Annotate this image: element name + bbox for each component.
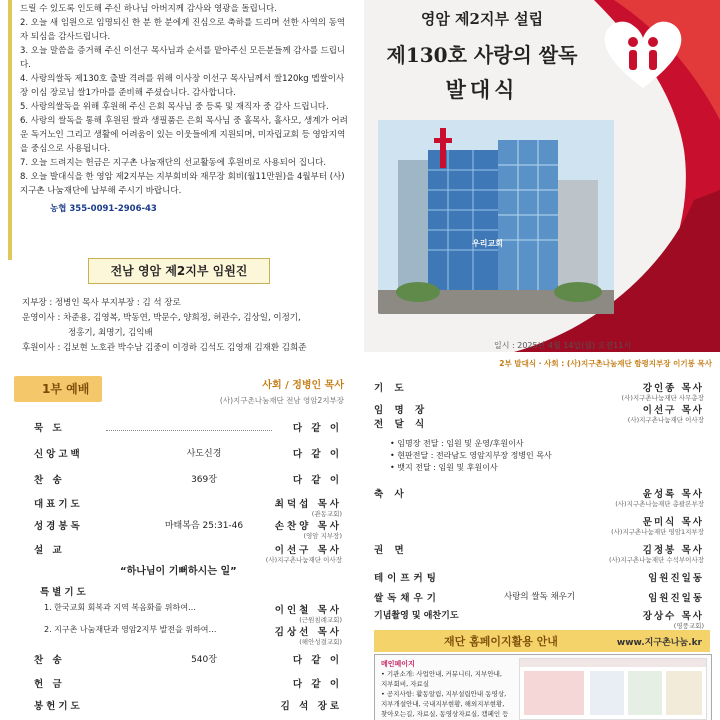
- notice-line: 6. 사랑의 쌀독을 통해 후원된 쌀과 생필품은 은회 목사님 중 홀목사, 홀사모, 생계가 어려운 독거노인 그리고 생활에 어려움이 있는 이웃들에게 지원되며, 미자립교회 등 영암지역을 중심으로 사용됩니다.: [20, 116, 348, 154]
- handover-notes: [390, 438, 552, 474]
- leader-name: 사회 / 정병인 목사: [262, 380, 344, 391]
- officers-list: [22, 296, 352, 352]
- program-row: 성경봉독 마태복음 25:31-46 손찬양 목사 (영암 지부장): [34, 521, 342, 540]
- notice-page: [0, 0, 359, 352]
- prayer-row: 1. 한국교회 회복과 지역 복음화를 위하여… 이인철 목사 (근원침례교회): [44, 603, 342, 624]
- church-sign: 우리교회: [472, 239, 503, 248]
- notice-list: [20, 2, 350, 216]
- cover-page: [364, 0, 720, 352]
- event-date: 일시 : 2025년 4월 14일(월) 오전11시: [494, 341, 632, 350]
- program-row: 찬 송 540장 다 같 이: [34, 655, 342, 666]
- church-building-photo: [378, 120, 614, 314]
- homepage-screenshot: [519, 658, 707, 720]
- notice-line: 8. 오늘 발대식을 한 영암 제2지부는 지부회비와 재무장 회비(월11만원)을 4월부터 (사)지구촌 나눔재단에 납부해 주시기 바랍니다.: [20, 172, 345, 196]
- menu-line: 지부개설안내, 국내지부현황, 해외지부현황,: [381, 700, 505, 708]
- homepage-url[interactable]: www.지구촌나눔.kr: [616, 638, 702, 648]
- menu-line: • 공지사항: 활동알림, 지부설립안내 동영상,: [381, 690, 507, 698]
- homepage-title: 재단 홈페이지활용 안내: [444, 635, 558, 648]
- notice-line: 4. 사랑의쌀독 제130호 출발 격려를 위해 이사장 이선구 목사님께서 쌀120kg 멥쌀이사장 이심 장로님 쌀1가마를 준비해 주셨습니다. 감사합니다.: [20, 74, 345, 98]
- notice-line: 7. 오늘 드려지는 헌금은 지구촌 나눔재단의 선교활동에 후원비로 사용되어 집니다.: [20, 158, 327, 168]
- menu-line: 지부회비, 자료실: [381, 680, 430, 688]
- sermon-title: “하나님이 기뻐하시는 일”: [120, 566, 237, 577]
- cover-subtitle: 영암 제2지부 설립: [420, 10, 544, 28]
- homepage-banner: [374, 630, 710, 652]
- note-line: • 현판전달 : 전라남도 영암지부장 정병인 목사: [390, 451, 552, 460]
- notice-line: 2. 오늘 새 임원으로 임명되신 한 분 한 분에게 진심으로 축하를 드리며 선한 사역의 동역자 되심을 감사드립니다.: [20, 18, 346, 42]
- homepage-menu: [381, 659, 511, 719]
- program-row: 설 교 이선구 목사 (사)지구촌나눔재단 이사장: [34, 545, 342, 564]
- menu-line: 찾아오는길, 자료실, 동영상자료실, 캠페인 등: [381, 710, 509, 718]
- officers-title: 전남 영암 제2지부 임원진: [88, 258, 270, 284]
- program-part1: [0, 358, 359, 720]
- program-row: 신앙고백 사도신경 다 같 이: [34, 449, 342, 460]
- program-row: 헌 금 다 같 이: [34, 679, 342, 690]
- gold-accent-bar: [8, 0, 12, 260]
- notice-line: 3. 오늘 말씀을 증거해 주신 이선구 목사님과 순서를 맡아주신 모든분들께 감사를 드립니다.: [20, 46, 346, 70]
- menu-line: • 기관소개: 사업안내, 커뮤니티, 지부안내,: [381, 670, 502, 678]
- homepage-guide: [374, 654, 712, 720]
- program-row: 대표기도 최덕섭 목사 (관동교회): [34, 499, 342, 518]
- note-line: • 임명장 전달 : 임원 및 운영/후원이사: [390, 439, 524, 448]
- program-row: 특별기도: [40, 587, 89, 598]
- program-row: 찬 송 369장 다 같 이: [34, 475, 342, 486]
- notice-line: 드릴 수 있도록 인도해 주신 하나님 아버지께 감사와 영광을 돌립니다.: [20, 4, 277, 14]
- note-line: • 뱃지 전달 : 임원 및 후원이사: [390, 463, 498, 472]
- officer-row: 후원이사 : 김보현 노호관 박수남 김중이 이경하 김석도 김영재 김재환 김희준: [22, 343, 307, 352]
- cover-title-2: 발대식: [445, 77, 519, 102]
- cover-title: 제130호 사랑의 쌀독: [386, 43, 578, 67]
- officer-row: 운영이사 : 차준용, 김영복, 박동연, 박문수, 양희정, 허관수, 김상일, 이정기,: [22, 313, 301, 323]
- program-row: 묵 도 다 같 이: [34, 423, 342, 434]
- prayer-row: 2. 지구촌 나눔재단과 영암2지부 발전을 위하여… 김상선 목사 (해안성결교회): [44, 625, 342, 646]
- notice-line: 5. 사랑의쌀독을 위해 후원해 주신 은회 목사님 중 등록 및 재직자 중 감사 드립니다.: [20, 102, 329, 112]
- part2-header: 2부 발대식 · 사회 : (사)지구촌나눔재단 함평지부장 이기봉 목사: [499, 359, 712, 368]
- program-row: 봉헌기도 김 석 장로: [34, 701, 342, 712]
- part1-leader: [220, 376, 344, 406]
- officer-row: 지부장 : 정병인 목사 부지부장 : 김 석 장로: [22, 298, 181, 308]
- leader-org: (사)지구촌나눔재단 전남 영암2지부장: [219, 396, 344, 405]
- part1-tab: 1부 예배: [14, 376, 102, 402]
- homepage-menu-head: 메인페이지: [381, 660, 415, 668]
- officer-row: 정홍기, 최명기, 김익배: [68, 328, 153, 338]
- page-divider: [358, 0, 364, 720]
- cover-title-block: [364, 8, 600, 104]
- foundation-logo-icon: [601, 18, 685, 90]
- program-part2: 2부 발대식 · 사회 : (사)지구촌나눔재단 함평지부장 이기봉 목사 기 도 강인종 목사 (사)지구촌나눔재단 사무총장 임 명 장 이선구 목사 (사)지구촌나눔재단 이사장 전 달 식 • 임명장 전달 : 임원 및 운영/후원이사 • 현판전달 : 전라남도 영암지부장 정병인 목사 • 뱃지 전달 : 임원 및 후원이사 축 사 윤성록 목사 (사)지구촌나눔재단 총괄본부장 문미식 목사 (사)지구촌나눔재단 영암1지부장 권 면 김정봉 목사 (사)지구촌나눔재단 수석부이사장 테이프커팅 임원진일동 쌀독채우기 사랑의 쌀독 채우기 임원진일동 기념촬영 및 애찬기도 장상수 목사 (영풍교회) 재단 홈페이지활용 안내 www.지구촌나눔.kr 메인페이지 • 기관소개: 사업안내, 커뮤니티, 지부안내, 지부회비, 자료실 • 공지사항: 활동알림, 지부설립안내 동영상, 지부개설안내, 국내지부현황, 해외지부현황, 찾아오는길, 자료실, 동영상자료실, 캠페인 등: [364, 358, 720, 720]
- bank-account: 농협 355-0091-2906-43: [50, 204, 157, 214]
